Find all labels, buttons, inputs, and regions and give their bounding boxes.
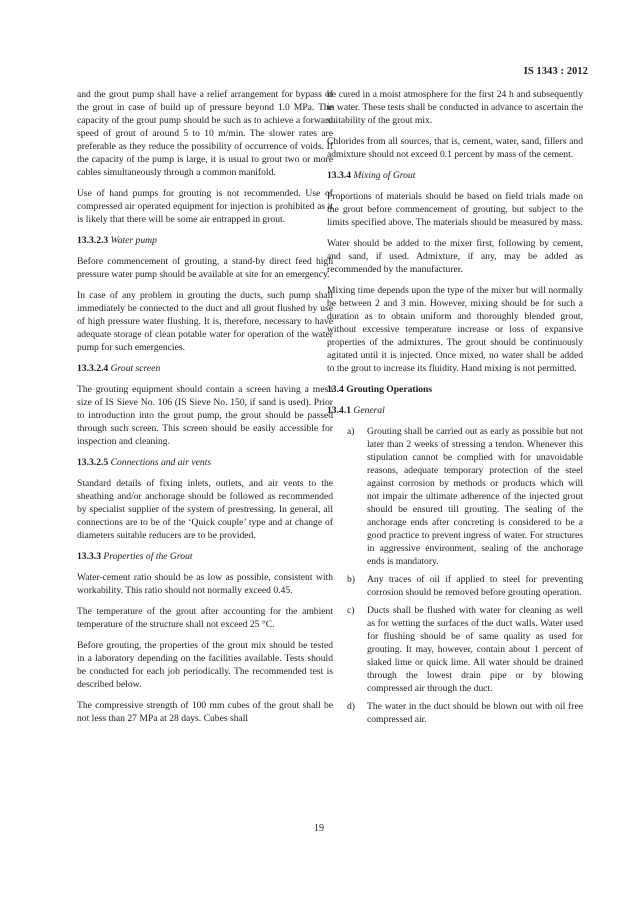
paragraph: Water-cement ratio should be as low as possible, consistent with workability. This ratio should not normally exceed 0.45. [77, 572, 333, 596]
paragraph: and the grout pump shall have a relief arrangement for bypass of the grout in case of build up of pressure beyond 1.0 MPa. The capacity of the grout pump should be such as to achieve a forward speed of grout of around 5 to 10 m/min. The slower rates are preferable as they reduce the possibility of occurrence of voids. If the capacity of the pump is large, it is usual to grout two or more cables simultaneously through a common manifold. [77, 89, 333, 178]
paragraph: Use of hand pumps for grouting is not recommended. Use of compressed air operated equipment for injection is prohibited as it is likely that there will be some air entrapped in grout. [77, 188, 333, 225]
list-item-label: b) [347, 574, 355, 585]
list-item-text: The water in the duct should be blown out with oil free compressed air. [367, 701, 583, 725]
left-column [77, 88, 333, 733]
list-item-text: Grouting shall be carried out as early as possible but not later than 2 weeks of stressing a tendon. Whenever this stipulation cannot be complied with for unavoidable reasons, adequate temporary protection of the steel against corrosion by methods or products which will not impair the ultimate adherence of the injected grout should be ensured till grouting. The sealing of the anchorage ends after concreting is considered to be a good practice to prevent ingress of water. For structures in aggressive environment, sealing of the anchorage ends is mandatory. [367, 426, 583, 567]
section-number: 13.3.4 [327, 170, 351, 181]
list-item-label: c) [347, 605, 355, 616]
paragraph: Standard details of fixing inlets, outlets, and air vents to the sheathing and/or anchorage should be followed as recommended by specialist supplier of the system of prestressing. In general, all connections are to be of the ‘Quick couple’ type and at change of diameters suitable reducers are to be provided. [77, 478, 333, 541]
section-title: Properties of the Grout [103, 551, 193, 562]
section-number: 13.4.1 [327, 405, 351, 416]
section-title: Mixing of Grout [353, 170, 416, 181]
paragraph: Water should be added to the mixer first, following by cement, and sand, if used. Admixture, if any, may be added as recommended by the manufacturer. [327, 238, 583, 275]
list-item-label: a) [347, 426, 355, 437]
section-heading [327, 404, 583, 417]
paragraph: Before commencement of grouting, a stand-by direct feed high pressure water pump should be available at site for an emergency. [77, 256, 333, 280]
page-number: 19 [314, 823, 324, 834]
section-number: 13.3.2.4 [77, 363, 109, 374]
list-item [327, 700, 583, 726]
list-item-text: Any traces of oil if applied to steel for preventing corrosion should be removed before grouting operation. [367, 574, 583, 598]
paragraph: In case of any problem in grouting the ducts, such pump shall immediately be connected to the duct and all grout flushed by use of high pressure water flushing. It is, therefore, necessary to have adequate storage of clean potable water for operation of the water pump for such emergencies. [77, 290, 333, 353]
section-title: Connections and air vents [110, 457, 212, 468]
section-title: Water pump [110, 235, 157, 246]
right-column [327, 88, 583, 731]
clause-heading: 13.4 Grouting Operations [327, 384, 433, 395]
paragraph: The temperature of the grout after accounting for the ambient temperature of the structure shall not exceed 25 °C. [77, 606, 333, 630]
list-item [327, 573, 583, 599]
standard-header: IS 1343 : 2012 [523, 66, 588, 77]
paragraph: Chlorides from all sources, that is, cement, water, sand, fillers and admixture should not exceed 0.1 percent by mass of the cement. [327, 136, 583, 160]
paragraph: be cured in a moist atmosphere for the first 24 h and subsequently in water. These tests shall be conducted in advance to ascertain the suitability of the grout mix. [327, 89, 583, 126]
section-number: 13.3.2.5 [77, 457, 109, 468]
section-heading [77, 456, 333, 469]
section-number: 13.3.3 [77, 551, 101, 562]
list-item [327, 604, 583, 695]
paragraph: Proportions of materials should be based on field trials made on the grout before commencement of grouting, but subject to the limits specified above. The materials should be measured by mass. [327, 191, 583, 228]
section-heading [77, 362, 333, 375]
list-item-label: d) [347, 701, 355, 712]
section-number: 13.3.2.3 [77, 235, 109, 246]
list-item [327, 425, 583, 568]
clause-list [327, 425, 583, 726]
section-heading [77, 550, 333, 563]
paragraph: Mixing time depends upon the type of the mixer but will normally be between 2 and 3 min. However, mixing should be for such a duration as to obtain uniform and thoroughly blended grout, without excessive temperature increase or loss of expansive properties of the admixtures. The grout should be continuously agitated until it is injected. Once mixed, no water shall be added to the grout to increase its fluidity. Hand mixing is not permitted. [327, 285, 583, 374]
paragraph: The grouting equipment should contain a screen having a mesh size of IS Sieve No. 106 (IS Sieve No. 150, if sand is used). Prior to introduction into the grout pump, the grout should be passed through such screen. This screen should be easily accessible for inspection and cleaning. [77, 384, 333, 447]
paragraph: Before grouting, the properties of the grout mix should be tested in a laboratory depending on the facilities available. Tests should be conducted for each job periodically. The recommended test is described below. [77, 640, 333, 690]
section-title: Grout screen [110, 363, 161, 374]
paragraph: The compressive strength of 100 mm cubes of the grout shall be not less than 27 MPa at 28 days. Cubes shall [77, 700, 333, 724]
section-title: General [353, 405, 385, 416]
list-item-text: Ducts shall be flushed with water for cleaning as well as for wetting the surfaces of the duct walls. Water used for flushing should be of same quality as used for grouting. It may, however, contain about 1 percent of slaked lime or quick lime. All water should be drained through the lowest drain pipe or by blowing compressed air through the duct. [367, 605, 583, 694]
section-heading [77, 234, 333, 247]
section-heading [327, 169, 583, 182]
